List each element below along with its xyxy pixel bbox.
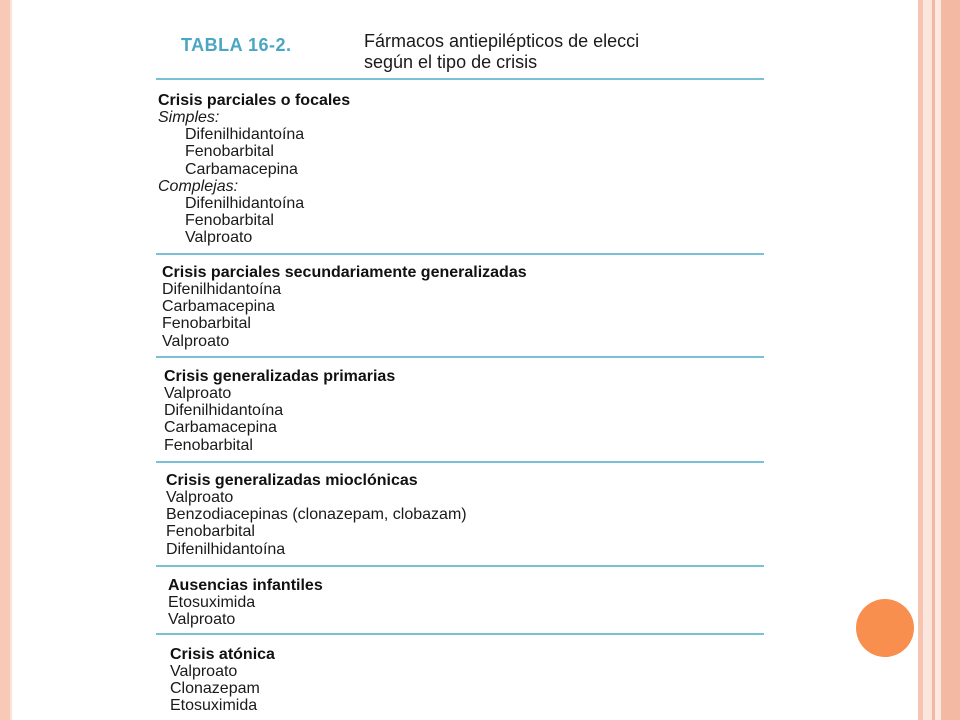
subgroup-label: Simples: — [158, 109, 220, 126]
drug-list — [168, 594, 764, 628]
drug-item: Etosuximida — [168, 594, 256, 611]
drug-item: Valproato — [170, 663, 238, 680]
drug-list — [170, 663, 764, 715]
drug-item: Fenobarbital — [185, 212, 274, 230]
drug-item: Valproato — [168, 611, 236, 629]
section-crisis-generalizadas-mioclonicas — [166, 472, 764, 558]
drug-item: Clonazepam — [170, 680, 260, 698]
drug-item: Fenobarbital — [164, 436, 253, 454]
drug-item: Valproato — [166, 489, 234, 506]
decor-stripe — [941, 0, 960, 720]
drug-item: Difenilhidantoína — [185, 195, 305, 213]
table-rule — [156, 253, 764, 255]
section-heading: Crisis atónica — [170, 646, 275, 663]
drug-list — [166, 489, 764, 558]
drug-item: Valproato — [164, 385, 232, 402]
section-heading: Crisis parciales secundariamente generalizadas — [162, 264, 527, 281]
drug-item: Valproato — [185, 229, 253, 247]
section-heading: Crisis generalizadas mioclónicas — [166, 472, 418, 489]
scanned-table-page — [146, 0, 764, 720]
table-rule — [156, 565, 764, 567]
drug-item: Difenilhidantoína — [166, 540, 286, 558]
section-crisis-generalizadas-primarias — [164, 368, 764, 454]
section-heading: Ausencias infantiles — [168, 577, 323, 594]
section-ausencias-infantiles — [168, 577, 764, 628]
table-rule — [156, 461, 764, 463]
drug-list — [162, 281, 762, 350]
drug-list — [158, 195, 758, 247]
table-number: TABLA 16-2. — [181, 35, 292, 55]
section-heading: Crisis generalizadas primarias — [164, 368, 396, 385]
slide-left-border-inner — [10, 0, 12, 720]
table-rule — [156, 633, 764, 635]
drug-item: Carbamacepina — [164, 419, 277, 437]
section-crisis-parciales-focales — [158, 92, 758, 247]
drug-list — [158, 126, 758, 178]
drug-item: Etosuximida — [170, 697, 258, 715]
drug-list — [164, 385, 764, 454]
drug-item: Carbamacepina — [185, 160, 298, 178]
drug-item: Difenilhidantoína — [185, 126, 305, 144]
section-heading: Crisis parciales o focales — [158, 92, 351, 109]
drug-item: Difenilhidantoína — [162, 281, 282, 298]
decor-circle — [856, 599, 914, 657]
drug-item: Valproato — [162, 332, 230, 350]
drug-item: Benzodiacepinas (clonazepam, clobazam) — [166, 506, 467, 524]
drug-item: Difenilhidantoína — [164, 402, 284, 420]
drug-item: Fenobarbital — [162, 315, 251, 333]
slide-left-border — [0, 0, 10, 720]
table-rule — [156, 78, 764, 80]
subgroup-label: Complejas: — [158, 177, 239, 195]
drug-item: Fenobarbital — [185, 143, 274, 161]
drug-item: Carbamacepina — [162, 298, 275, 316]
drug-item: Fenobarbital — [166, 523, 255, 541]
table-title: Fármacos antiepilépticos de elecci según el tipo de crisis — [364, 31, 640, 72]
section-crisis-secundariamente-generalizadas — [162, 264, 762, 350]
section-crisis-atonica — [170, 646, 764, 715]
decor-stripe — [923, 0, 932, 720]
table-rule — [156, 356, 764, 358]
table-header — [146, 0, 764, 86]
